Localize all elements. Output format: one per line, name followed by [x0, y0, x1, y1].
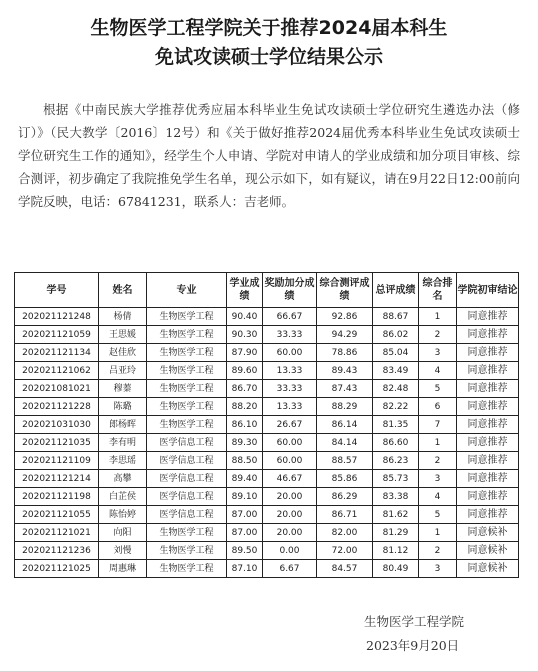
bonus-score-cell: 20.00	[263, 524, 317, 542]
column-header: 学号	[15, 273, 99, 308]
results-table	[14, 272, 519, 578]
total-score-cell: 82.22	[373, 398, 419, 416]
rank-cell: 1	[419, 308, 457, 326]
major-cell: 生物医学工程	[147, 560, 227, 578]
student-id-cell: 202021121198	[15, 488, 99, 506]
column-header: 专业	[147, 273, 227, 308]
rank-cell: 2	[419, 326, 457, 344]
student-id-cell: 202021121228	[15, 398, 99, 416]
name-cell: 吕亚玲	[99, 362, 147, 380]
total-score-cell: 81.12	[373, 542, 419, 560]
total-score-cell: 85.04	[373, 344, 419, 362]
name-cell: 高攀	[99, 470, 147, 488]
major-cell: 生物医学工程	[147, 398, 227, 416]
rank-cell: 7	[419, 416, 457, 434]
academic-score-cell: 88.50	[227, 452, 263, 470]
conclusion-cell: 同意推荐	[457, 434, 519, 452]
table-row	[15, 398, 519, 416]
signature-date: 2023年9月20日	[366, 638, 460, 653]
major-cell: 生物医学工程	[147, 542, 227, 560]
rank-cell: 3	[419, 560, 457, 578]
rank-cell: 5	[419, 506, 457, 524]
table-row	[15, 524, 519, 542]
total-score-cell: 83.38	[373, 488, 419, 506]
major-cell: 生物医学工程	[147, 362, 227, 380]
name-cell: 刘慢	[99, 542, 147, 560]
conclusion-cell: 同意推荐	[457, 488, 519, 506]
table-row	[15, 362, 519, 380]
student-id-cell: 202021121236	[15, 542, 99, 560]
name-cell: 白芷侯	[99, 488, 147, 506]
column-header: 姓名	[99, 273, 147, 308]
comprehensive-score-cell: 84.57	[317, 560, 373, 578]
bonus-score-cell: 13.33	[263, 398, 317, 416]
major-cell: 医学信息工程	[147, 488, 227, 506]
name-cell: 穆蓁	[99, 380, 147, 398]
student-id-cell: 202021031030	[15, 416, 99, 434]
academic-score-cell: 89.50	[227, 542, 263, 560]
comprehensive-score-cell: 87.43	[317, 380, 373, 398]
rank-cell: 4	[419, 362, 457, 380]
table-row	[15, 380, 519, 398]
academic-score-cell: 86.10	[227, 416, 263, 434]
major-cell: 医学信息工程	[147, 452, 227, 470]
title-line-2: 免试攻读硕士学位结果公示	[154, 46, 383, 68]
conclusion-cell: 同意推荐	[457, 506, 519, 524]
student-id-cell: 202021121021	[15, 524, 99, 542]
major-cell: 医学信息工程	[147, 434, 227, 452]
rank-cell: 2	[419, 452, 457, 470]
table-row	[15, 470, 519, 488]
student-id-cell: 202021121055	[15, 506, 99, 524]
rank-cell: 3	[419, 344, 457, 362]
bonus-score-cell: 33.33	[263, 326, 317, 344]
bonus-score-cell: 13.33	[263, 362, 317, 380]
total-score-cell: 86.60	[373, 434, 419, 452]
major-cell: 医学信息工程	[147, 506, 227, 524]
major-cell: 生物医学工程	[147, 344, 227, 362]
academic-score-cell: 89.40	[227, 470, 263, 488]
table-row	[15, 452, 519, 470]
table-body	[15, 308, 519, 578]
student-id-cell: 202021081021	[15, 380, 99, 398]
total-score-cell: 82.48	[373, 380, 419, 398]
academic-score-cell: 87.90	[227, 344, 263, 362]
column-header: 综合排名	[419, 273, 457, 308]
academic-score-cell: 89.10	[227, 488, 263, 506]
total-score-cell: 81.62	[373, 506, 419, 524]
conclusion-cell: 同意推荐	[457, 326, 519, 344]
total-score-cell: 80.49	[373, 560, 419, 578]
table-row	[15, 488, 519, 506]
student-id-cell: 202021121025	[15, 560, 99, 578]
conclusion-cell: 同意推荐	[457, 398, 519, 416]
student-id-cell: 202021121134	[15, 344, 99, 362]
comprehensive-score-cell: 86.14	[317, 416, 373, 434]
conclusion-cell: 同意推荐	[457, 308, 519, 326]
table-row	[15, 506, 519, 524]
bonus-score-cell: 0.00	[263, 542, 317, 560]
major-cell: 生物医学工程	[147, 308, 227, 326]
name-cell: 周惠琳	[99, 560, 147, 578]
conclusion-cell: 同意推荐	[457, 380, 519, 398]
rank-cell: 4	[419, 488, 457, 506]
table-header-row	[15, 273, 519, 308]
major-cell: 生物医学工程	[147, 524, 227, 542]
academic-score-cell: 86.70	[227, 380, 263, 398]
comprehensive-score-cell: 92.86	[317, 308, 373, 326]
name-cell: 李思瑶	[99, 452, 147, 470]
signature-org: 生物医学工程学院	[364, 614, 465, 629]
rank-cell: 3	[419, 470, 457, 488]
rank-cell: 2	[419, 542, 457, 560]
table-row	[15, 416, 519, 434]
comprehensive-score-cell: 85.86	[317, 470, 373, 488]
column-header: 学业成绩	[227, 273, 263, 308]
conclusion-cell: 同意推荐	[457, 416, 519, 434]
column-header: 奖励加分成绩	[263, 273, 317, 308]
table-row	[15, 308, 519, 326]
bonus-score-cell: 46.67	[263, 470, 317, 488]
name-cell: 郎杨晖	[99, 416, 147, 434]
name-cell: 陈璐	[99, 398, 147, 416]
column-header: 综合测评成绩	[317, 273, 373, 308]
conclusion-cell: 同意候补	[457, 560, 519, 578]
academic-score-cell: 87.00	[227, 524, 263, 542]
academic-score-cell: 89.60	[227, 362, 263, 380]
column-header: 学院初审结论	[457, 273, 519, 308]
major-cell: 医学信息工程	[147, 470, 227, 488]
conclusion-cell: 同意推荐	[457, 344, 519, 362]
total-score-cell: 81.35	[373, 416, 419, 434]
page-title	[0, 14, 538, 72]
comprehensive-score-cell: 78.86	[317, 344, 373, 362]
comprehensive-score-cell: 88.57	[317, 452, 373, 470]
conclusion-cell: 同意推荐	[457, 452, 519, 470]
academic-score-cell: 87.10	[227, 560, 263, 578]
comprehensive-score-cell: 82.00	[317, 524, 373, 542]
bonus-score-cell: 33.33	[263, 380, 317, 398]
name-cell: 赵佳欣	[99, 344, 147, 362]
rank-cell: 1	[419, 524, 457, 542]
table-row	[15, 542, 519, 560]
bonus-score-cell: 60.00	[263, 344, 317, 362]
comprehensive-score-cell: 94.29	[317, 326, 373, 344]
academic-score-cell: 90.30	[227, 326, 263, 344]
name-cell: 李有明	[99, 434, 147, 452]
conclusion-cell: 同意推荐	[457, 362, 519, 380]
column-header: 总评成绩	[373, 273, 419, 308]
major-cell: 生物医学工程	[147, 326, 227, 344]
student-id-cell: 202021121062	[15, 362, 99, 380]
comprehensive-score-cell: 86.71	[317, 506, 373, 524]
student-id-cell: 202021121109	[15, 452, 99, 470]
academic-score-cell: 88.20	[227, 398, 263, 416]
major-cell: 生物医学工程	[147, 380, 227, 398]
total-score-cell: 88.67	[373, 308, 419, 326]
total-score-cell: 81.29	[373, 524, 419, 542]
student-id-cell: 202021121059	[15, 326, 99, 344]
academic-score-cell: 89.30	[227, 434, 263, 452]
bonus-score-cell: 66.67	[263, 308, 317, 326]
conclusion-cell: 同意候补	[457, 542, 519, 560]
rank-cell: 5	[419, 380, 457, 398]
student-id-cell: 202021121248	[15, 308, 99, 326]
comprehensive-score-cell: 84.14	[317, 434, 373, 452]
rank-cell: 6	[419, 398, 457, 416]
comprehensive-score-cell: 72.00	[317, 542, 373, 560]
title-line-1: 生物医学工程学院关于推荐2024届本科生	[90, 17, 448, 39]
total-score-cell: 86.02	[373, 326, 419, 344]
major-cell: 生物医学工程	[147, 416, 227, 434]
table-row	[15, 326, 519, 344]
student-id-cell: 202021121035	[15, 434, 99, 452]
conclusion-cell: 同意推荐	[457, 470, 519, 488]
bonus-score-cell: 6.67	[263, 560, 317, 578]
name-cell: 王思媛	[99, 326, 147, 344]
academic-score-cell: 90.40	[227, 308, 263, 326]
total-score-cell: 86.23	[373, 452, 419, 470]
rank-cell: 1	[419, 434, 457, 452]
comprehensive-score-cell: 86.29	[317, 488, 373, 506]
bonus-score-cell: 20.00	[263, 506, 317, 524]
student-id-cell: 202021121214	[15, 470, 99, 488]
notice-paragraph: 根据《中南民族大学推荐优秀应届本科毕业生免试攻读硕士学位研究生遴选办法（修订）》（民大教学〔2016〕12号）和《关于做好推荐2024届优秀本科毕业生免试攻读硕士学位研究生工作的通知》，经学生个人申请、学院对申请人的学业成绩和加分项目审核、综合测评，初步确定了我院推免学生名单，现公示如下，如有疑议，请在9月22日12:00前向学院反映，电话：67841231，联系人：吉老师。	[18, 102, 520, 209]
bonus-score-cell: 20.00	[263, 488, 317, 506]
bonus-score-cell: 60.00	[263, 434, 317, 452]
table-row	[15, 560, 519, 578]
table-row	[15, 434, 519, 452]
name-cell: 杨倩	[99, 308, 147, 326]
academic-score-cell: 87.00	[227, 506, 263, 524]
table-row	[15, 344, 519, 362]
name-cell: 向阳	[99, 524, 147, 542]
bonus-score-cell: 26.67	[263, 416, 317, 434]
total-score-cell: 85.73	[373, 470, 419, 488]
name-cell: 陈怡婷	[99, 506, 147, 524]
comprehensive-score-cell: 88.29	[317, 398, 373, 416]
total-score-cell: 83.49	[373, 362, 419, 380]
comprehensive-score-cell: 89.43	[317, 362, 373, 380]
bonus-score-cell: 60.00	[263, 452, 317, 470]
conclusion-cell: 同意候补	[457, 524, 519, 542]
